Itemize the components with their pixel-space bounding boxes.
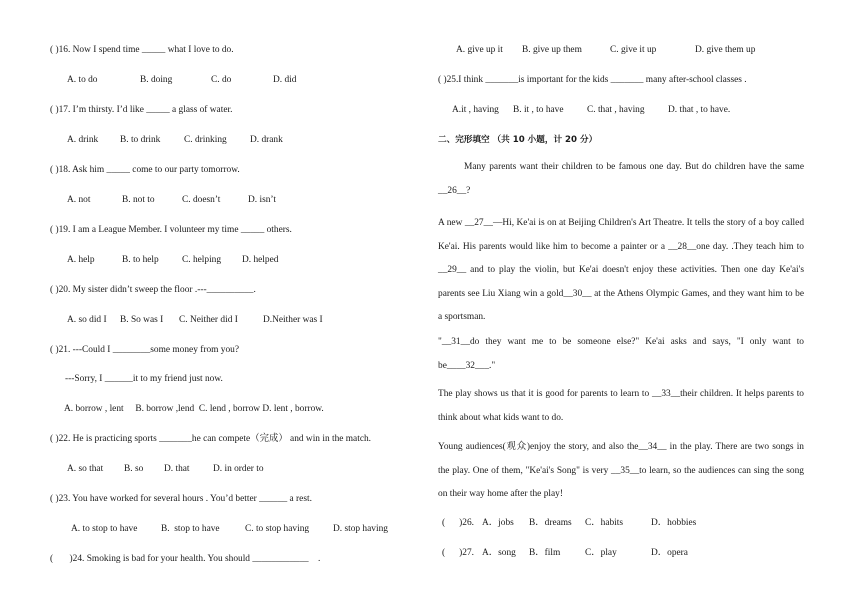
passage-paragraph-3 [438,331,804,378]
question-18: ( )18. Ask him _____ come to our party tomorrow. [50,165,240,175]
question-25: ( )25.I think _______is important for the kids _______ many after-school classes . [438,75,747,85]
options-22 [67,463,264,475]
text: A new [438,218,465,228]
option: A. so that [67,464,104,474]
question-24: ( )24. Smoking is bad for your health. You should ____________ . [50,554,321,564]
cloze-question-26 [442,517,696,529]
option: B. give up them [522,45,582,55]
options-25 [452,104,730,116]
option: A. so did I [67,315,107,325]
question-23: ( )23. You have worked for several hours . You’d better ______ a rest. [50,494,312,504]
option: D. in order to [213,464,264,474]
option: D. that [164,464,190,474]
question-17: ( )17. I’m thirsty. I’d like _____ a glass of water. [50,105,233,115]
option: D．hobbies [651,518,697,528]
blank-28: __28__ [668,241,697,252]
options-18 [67,194,276,206]
text: Many parents want their children to be famous one day. But do children have the same [464,162,804,172]
options-20 [67,314,323,326]
option: B．film [529,548,561,558]
option: C. that , having [587,105,645,115]
option: D. helped [242,255,279,265]
text: in the play. There are two songs in the play. One of them, "Ke'ai's Song" is very [438,442,804,476]
option: B．dreams [529,518,572,528]
question-19: ( )19. I am a League Member. I volunteer my time _____ others. [50,225,292,235]
option: B. to drink [120,135,161,145]
question-21-reply: ---Sorry, I ______it to my friend just now. [65,374,223,384]
option: B. doing [140,75,173,85]
option: A. help [67,255,95,265]
option: B. not to [122,195,155,205]
question-20: ( )20. My sister didn’t sweep the floor .---__________. [50,285,256,295]
text: do they want me to be someone else?" Ke'ai asks and says, "I only want to be [438,337,804,371]
passage-paragraph-1 [438,156,804,203]
option: C．habits [585,518,624,528]
blank-27: __27__ [464,218,493,228]
option: A. give up it [456,45,503,55]
option: C. give it up [610,45,657,55]
option: C. do [211,75,232,85]
blank-26: __26__ [438,185,467,196]
cloze-question-27 [442,547,688,559]
option: D.Neither was I [263,315,323,325]
option: C. to stop having [245,524,310,534]
blank-31: __31__ [441,337,470,347]
text: at the Athens Olympic Games, and they want him to be a sportsman. [438,288,804,322]
option: C. Neither did I [179,315,238,325]
option: C．play [585,548,617,558]
option: A.it , having [452,105,499,115]
blank-32: ____32___ [446,360,490,371]
blank-34: __34__ [638,442,667,452]
passage-paragraph-2 [438,212,804,330]
option: A. to do [67,75,98,85]
question-number: ( )27. [442,548,475,558]
blank-35: __35__ [611,465,640,476]
text: and to play the violin, but Ke'ai doesn't enjoy these activities. Then one day Ke'ai's parents see Liu Xiang win a gold [438,265,804,299]
option: D. that , to have. [668,105,731,115]
option: B. to help [122,255,159,265]
option: A. to stop to have [71,524,138,534]
option: C. doesn’t [182,195,221,205]
option: A．jobs [482,518,514,528]
options-21: A. borrow , lent B. borrow ,lend C. lend , borrow D. lent , borrow. [64,404,324,414]
passage-paragraph-5 [438,436,804,507]
question-number: ( )26. [442,518,475,528]
option: B. So was I [120,315,164,325]
option: D. stop having [333,524,388,534]
text: The play shows us that it is good for parents to learn to [438,389,652,399]
option: A. drink [67,135,99,145]
text: Young audiences(观众)enjoy the story, and also the [438,442,639,452]
section-title: 二、完形填空 （共 10 小题，计 20 分） [438,135,598,145]
option: B. so [124,464,144,474]
text: ." [489,360,496,371]
text: ? [466,185,471,196]
question-22: ( )22. He is practicing sports _______he can compete（完成） and win in the match. [50,434,372,444]
option: C. drinking [184,135,227,145]
question-16: ( )16. Now I spend time _____ what I love to do. [50,45,234,55]
question-21: ( )21. ---Could I ________some money from you? [50,345,240,355]
blank-30: __30__ [563,288,592,299]
option: A. not [67,195,91,205]
text: " [438,337,442,347]
option: D. did [273,75,297,85]
option: D．opera [651,548,688,558]
blank-29: __29__ [438,265,467,275]
passage-paragraph-4 [438,383,804,430]
text: to learn, so the audiences can sing the song on their way home after the play! [438,465,804,499]
options-24 [456,44,755,56]
text: one day. .They teach him to [696,241,804,252]
options-23 [71,523,388,535]
option: D. give them up [695,45,756,55]
text: —Hi, Ke'ai is on at Beijing Children's Art Theatre. It tells the story of a boy called Ke'ai. His parents would like him to become a painter or a [438,218,805,252]
text: their children. It helps parents to think about what kids want to do. [438,389,804,423]
option: A．song [482,548,516,558]
option: D. drank [250,135,283,145]
option: C. helping [182,255,222,265]
option: B. stop to have [161,524,220,534]
options-19 [67,254,278,266]
option: B. it , to have [513,105,564,115]
blank-33: __33__ [651,389,681,399]
options-17 [67,134,283,146]
options-16 [67,74,296,86]
option: D. isn’t [248,195,276,205]
